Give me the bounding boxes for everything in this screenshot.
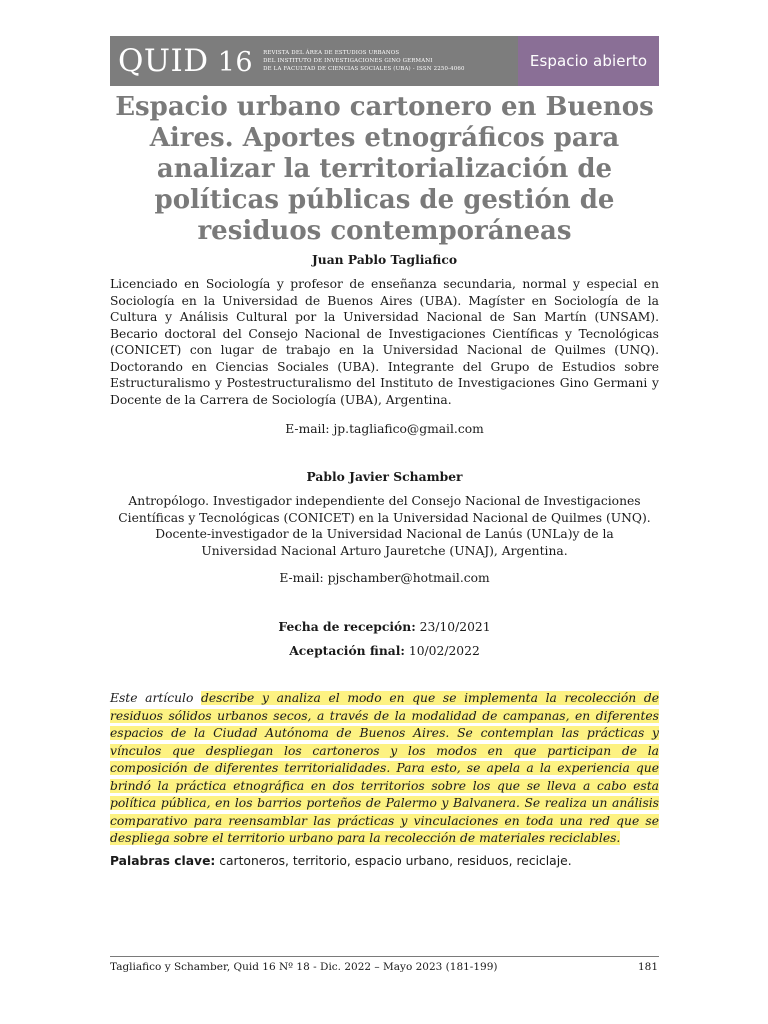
section-label: Espacio abierto	[529, 52, 648, 70]
footer-divider	[110, 956, 659, 957]
reception-value: 23/10/2021	[419, 620, 491, 634]
description-line: DEL INSTITUTO DE INVESTIGACIONES GINO GERMANI	[263, 58, 433, 64]
author-bio: Licenciado en Sociología y profesor de enseñanza secundaria, normal y especial en Sociología en la Universidad de Buenos Aires (UBA). Magíster en Sociología de la Cultura y Análisis Cultural por la Universidad Nacional de San Martín (UNSAM). Becario doctoral del Consejo Nacional de Investigaciones Científicas y Tecnológicas (CONICET) con lugar de trabajo en la Universidad Nacional de Quilmes (UNQ). Doctorando en Ciencias Sociales (UBA). Integrante del Grupo de Estudios sobre Estructuralismo y Postestructuralismo del Instituto de Investigaciones Gino Germani y Docente de la Carrera de Sociología (UBA), Argentina.	[110, 277, 659, 407]
article-title: Espacio urbano cartonero en Buenos Aires. Aportes etnográficos para analizar la territorialización de políticas públicas de gestión de residuos contemporáneas	[115, 92, 654, 246]
author-name: Juan Pablo Tagliafico	[311, 252, 458, 267]
description-line: REVISTA DEL ÁREA DE ESTUDIOS URBANOS	[263, 50, 400, 56]
keywords-value: cartoneros, territorio, espacio urbano, residuos, reciclaje.	[215, 854, 572, 868]
journal-logo	[118, 42, 254, 79]
author-email: E-mail: pjschamber@hotmail.com	[279, 571, 490, 585]
section-tag	[518, 36, 659, 86]
page-number: 181	[637, 961, 658, 973]
keywords-label: Palabras clave:	[110, 854, 216, 868]
author-name: Pablo Javier Schamber	[306, 469, 463, 484]
issue-number: 16	[217, 46, 254, 78]
keywords	[110, 853, 659, 869]
footer-citation: Tagliafico y Schamber, Quid 16 Nº 18 - Dic. 2022 – Mayo 2023 (181-199)	[110, 961, 498, 973]
journal-description	[263, 49, 465, 73]
acceptance-date	[110, 643, 659, 660]
journal-masthead	[110, 36, 518, 86]
acceptance-label: Aceptación final:	[289, 643, 405, 658]
reception-label: Fecha de recepción:	[278, 619, 416, 634]
author-bio: Antropólogo. Investigador independiente del Consejo Nacional de Investigaciones Científicas y Tecnológicas (CONICET) en la Universidad Nacional de Quilmes (UNQ). Docente-investigador de la Universidad Nacional de Lanús (UNLa)y de la Universidad Nacional Arturo Jauretche (UNAJ), Argentina.	[118, 494, 651, 558]
abstract-highlighted-text: describe y analiza el modo en que se implementa la recolección de residuos sólidos urbanos secos, a través de la modalidad de campanas, en diferentes espacios de la Ciudad Autónoma de Buenos Aires. Se contemplan las prácticas y vínculos que despliegan los cartoneros y los modos en que participan de la composición de diferentes territorialidades. Para esto, se apela a la experiencia que brindó la práctica etnográfica en dos territorios sobre los que se lleva a cabo esta política pública, en los barrios porteños de Palermo y Balvanera. Se realiza un análisis comparativo para reensamblar las prácticas y vinculaciones en toda una red que se despliega sobre el territorio urbano para la recolección de materiales reciclables.	[110, 691, 659, 845]
abstract	[110, 690, 659, 848]
acceptance-value: 10/02/2022	[408, 644, 480, 658]
logo-text: QUID	[118, 42, 209, 79]
journal-header	[110, 36, 659, 86]
reception-date	[110, 619, 659, 636]
abstract-lead: Este artículo	[110, 691, 202, 705]
description-line: DE LA FACULTAD DE CIENCIAS SOCIALES (UBA) - ISSN 2250-4060	[263, 66, 465, 72]
author-email: E-mail: jp.tagliafico@gmail.com	[285, 422, 484, 436]
